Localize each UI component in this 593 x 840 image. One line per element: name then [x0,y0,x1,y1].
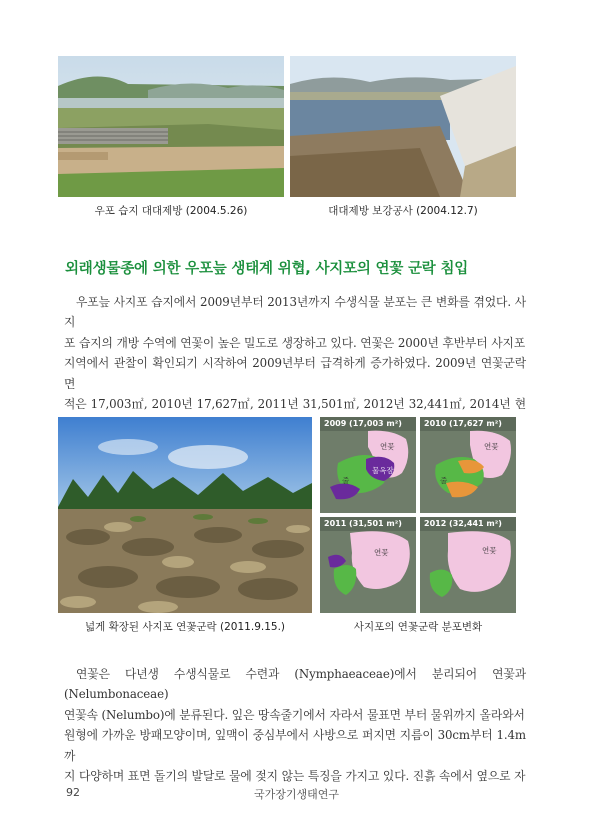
caption-mid-right: 사지포의 연꽃군락 분포변화 [353,621,483,633]
section-heading: 외래생물종에 의한 우포늪 생태계 위협, 사지포의 연꽃 군락 침입 [65,261,469,277]
map-2010 [420,417,516,513]
map-2010-label: 2010 (17,627 m²) [424,419,502,428]
map-2012-tag-lotus: 연꽃 [482,546,497,555]
caption-top-left: 우포 습지 대대제방 (2004.5.26) [94,205,248,217]
paragraph-2 [64,664,526,786]
photo-wupo-embankment [58,56,284,197]
map-2012 [420,517,516,613]
map-2011 [320,517,416,613]
paragraph-2-line: 지 다양하며 표면 돌기의 발달로 물에 젖지 않는 특징을 가지고 있다. 진흙 속에서 옆으로 자 [64,769,526,784]
paragraph-2-line: 연꽃은 다년생 수생식물로 수련과 (Nymphaeaceae)에서 분리되어 연꽃과 (Nelumbonaceae) [64,667,526,702]
map-2011-tag-lotus: 연꽃 [374,548,389,557]
page-number: 92 [66,786,80,799]
map-2010-tag-lotus: 연꽃 [484,442,499,451]
paragraph-1-line: 적은 17,003㎡, 2010년 17,627㎡, 2011년 31,501㎡, 2012년 32,441㎡, 2014년 현 [64,397,526,412]
paragraph-2-line: 원형에 가까운 방패모양이며, 잎맥이 중심부에서 사방으로 퍼지면 지름이 30cm부터 1.4m까 [64,728,526,763]
photo-lotus-colony [58,417,312,613]
map-2009-label: 2009 (17,003 m²) [324,419,402,428]
map-2010-tag-zizania: 줄 [440,476,448,485]
paragraph-2-line: 연꽃속 (Nelumbo)에 분류된다. 잎은 땅속줄기에서 자라서 물표면 부터 물위까지 올라와서 [64,707,525,722]
book-title: 국가장기생태연구 [253,788,339,801]
paragraph-1-line: 지역에서 관찰이 확인되기 시작하여 2009년부터 급격하게 증가하였다. 2009년 연꽃군락 면 [64,356,526,391]
map-2009-tag-lotus: 연꽃 [380,442,395,451]
paragraph-1-line: 포 습지의 개방 수역에 연꽃이 높은 밀도로 생장하고 있다. 연꽃은 2000년 후반부터 사지포 [64,335,526,350]
caption-mid-left: 넓게 확장된 사지포 연꽃군락 (2011.9.15.) [84,621,286,633]
caption-top-right: 대대제방 보강공사 (2004.12.7) [328,205,478,217]
photo-embankment-reinforcement [290,56,516,197]
map-2011-label: 2011 (31,501 m²) [324,519,402,528]
map-2009-tag-monochoria: 물옥잠 [372,466,394,475]
map-2009-tag-zizania: 줄 [342,476,350,485]
paragraph-1-line: 우포늪 사지포 습지에서 2009년부터 2013년까지 수생식물 분포는 큰 변화를 겪었다. 사지 [64,295,526,330]
map-2012-label: 2012 (32,441 m²) [424,519,502,528]
map-2009 [320,417,416,513]
